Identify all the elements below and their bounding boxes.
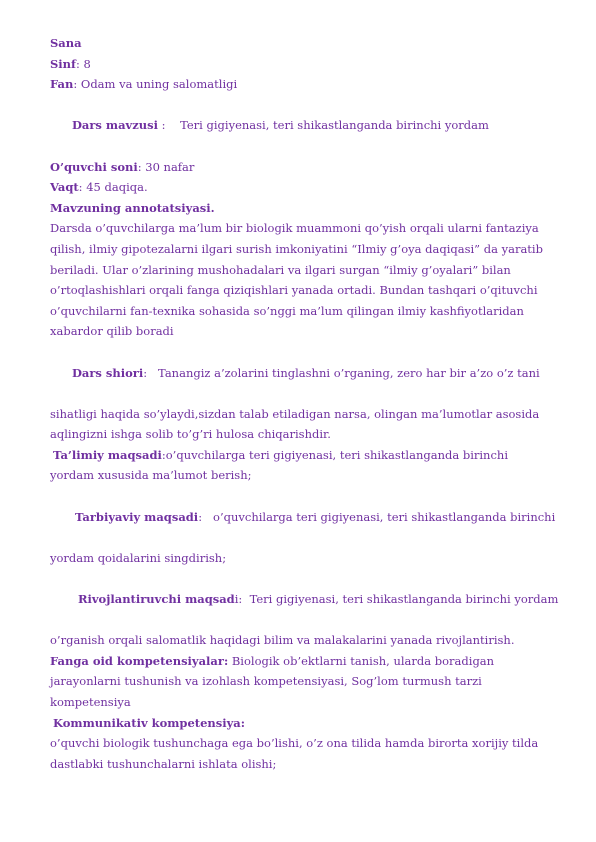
tarbiyaviy-text: : o’quvchilarga teri gigiyenasi, teri shikastlanganda birinchi: [198, 509, 556, 524]
sana-line: [50, 33, 558, 54]
sinf-value: : 8: [75, 56, 91, 71]
mavzu-line: [50, 95, 558, 157]
fan-value: : Odam va uning salomatligi: [73, 77, 238, 92]
annotation-line: beriladi. Ular o’zlarining mushohadalari va ilgari surgan “ilmiy g’oyalari” bilan: [50, 262, 511, 277]
soni-value: : 30 nafar: [137, 159, 195, 174]
mavzu-value: : Teri gigiyenasi, teri shikastlanganda birinchi yordam: [157, 118, 489, 133]
fanga-label: Fanga oid kompetensiyalar:: [50, 653, 229, 668]
annotation-line: o’quvchilarni fan-texnika sohasida so’nggi ma’lum qilingan ilmiy kashfiyotlaridan: [50, 303, 524, 318]
talimiy-line: yordam xususida ma’lumot berish;: [50, 468, 252, 483]
kommunikativ-line: dastlabki tushunchalarni ishlata olishi;: [50, 756, 277, 771]
rivoj-line: o’rganish orqali salomatlik haqidagi bilim va malakalarini yanada rivojlantirish.: [50, 633, 515, 648]
rivoj-line: [50, 568, 558, 630]
mavzu-label: Dars mavzusi: [71, 118, 158, 133]
sinf-label: Sinf: [50, 56, 76, 71]
talimiy-text: :o’quvchilarga teri gigiyenasi, teri shikastlanganda birinchi: [161, 447, 508, 462]
shiori-label: Dars shiori: [71, 365, 144, 380]
rivoj-text: i: Teri gigiyenasi, teri shikastlanganda birinchi yordam: [234, 592, 559, 607]
talimiy-label: Ta’limiy maqsadi: [53, 447, 162, 462]
kommunikativ-line: o’quvchi biologik tushunchaga ega bo’lishi, o’z ona tilida hamda birorta xorijiy tilda: [50, 736, 539, 751]
vaqt-line: [50, 177, 558, 198]
annotation-heading: Mavzuning annotatsiyasi.: [50, 200, 215, 215]
sinf-line: [50, 54, 558, 75]
shiori-text: : Tanangiz a’zolarini tinglashni o’rganing, zero har bir a’zo o’z tani: [143, 365, 540, 380]
fanga-line: kompetensiya: [50, 695, 131, 709]
tarbiyaviy-line: yordam qoidalarini singdirish;: [50, 550, 227, 565]
kommunikativ-heading: Kommunikativ kompetensiya:: [53, 715, 246, 730]
lesson-plan: [50, 33, 558, 774]
annotation-line: xabardor qilib boradi: [50, 324, 174, 339]
talimiy-line: [50, 445, 558, 466]
soni-line: [50, 157, 558, 178]
rivoj-label: Rivojlantiruvchi maqsad: [77, 592, 235, 607]
soni-label: O’quvchi soni: [50, 159, 138, 174]
shiori-line: [50, 342, 558, 404]
fanga-line: [50, 651, 558, 672]
tarbiyaviy-label: Tarbiyaviy maqsadi: [74, 509, 199, 524]
vaqt-value: : 45 daqiqa.: [78, 180, 148, 195]
annotation-line: o’rtoqlashishlari orqali fanga qiziqishlari yanada ortadi. Bundan tashqari o’qituvchi: [50, 283, 538, 298]
sana-label: Sana: [50, 36, 82, 50]
shiori-line: aqlingizni ishga solib to’g’ri hulosa chiqarishdir.: [50, 427, 331, 442]
annotation-line: Darsda o’quvchilarga ma’lum bir biologik muammoni qo’yish orqali ularni fantaziya: [50, 221, 539, 236]
vaqt-label: Vaqt: [50, 180, 79, 195]
fan-line: [50, 74, 558, 95]
fanga-text: Biologik ob’ektlarni tanish, ularda boradigan: [228, 653, 495, 668]
fanga-line: jarayonlarni tushunish va izohlash kompetensiyasi, Sog’lom turmush tarzi: [50, 674, 482, 689]
shiori-line: sihatligi haqida so’ylaydi,sizdan talab etiladigan narsa, olingan ma’lumotlar asosida: [50, 406, 540, 421]
tarbiyaviy-line: [50, 486, 558, 548]
fan-label: Fan: [50, 77, 74, 92]
annotation-line: qilish, ilmiy gipotezalarni ilgari surish imkoniyatini “Ilmiy g’oya daqiqasi” da yaratib: [50, 241, 543, 256]
